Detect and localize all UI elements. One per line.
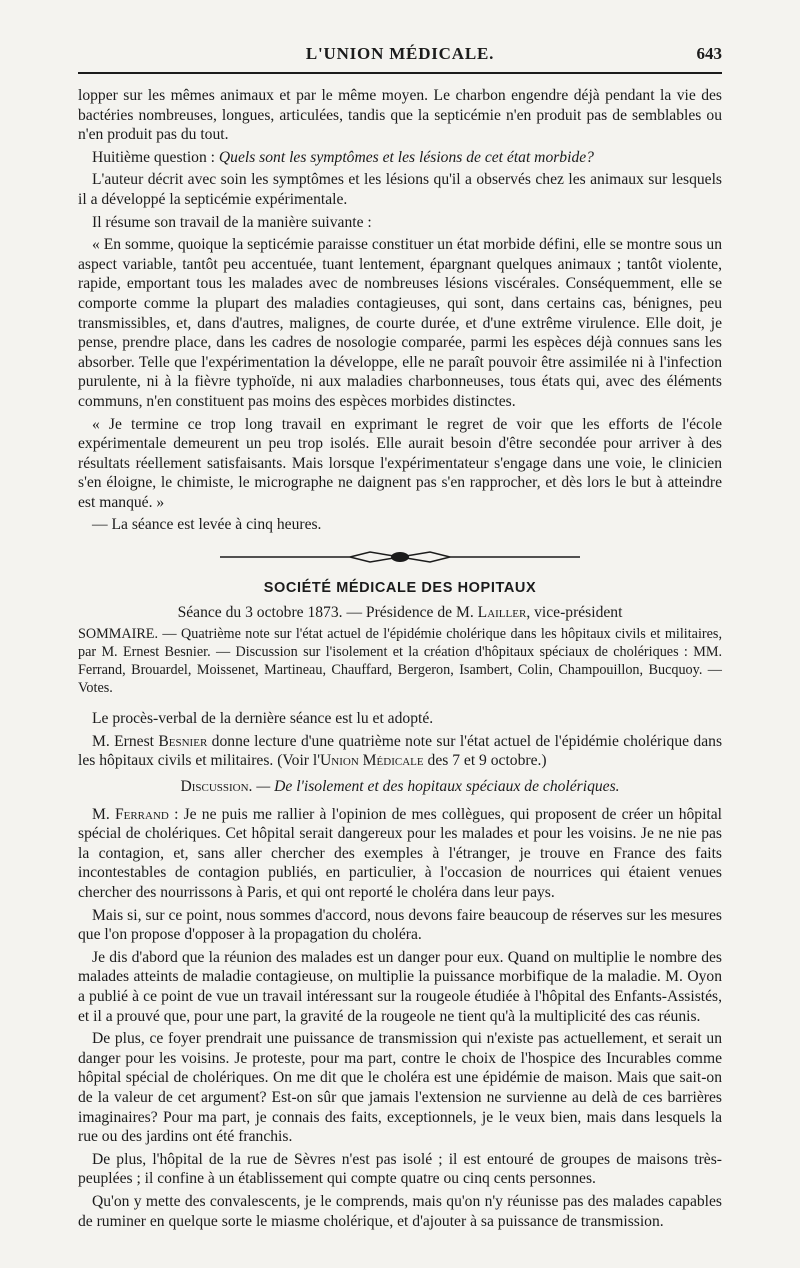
sommaire [78, 625, 722, 697]
sommaire-text: — Quatrième note sur l'état actuel de l'épidémie cholérique dans les hôpitaux civils et militaires, par M. Ernest Besnier. — Discussion sur l'isolement et la création d'hôpitaux spéciaux de cholériques : MM. Ferrand, Brouardel, Moissenet, Martineau, Chauffard, Bergeron, Isambert, Colin, Champouillon, Bucquoy. — Votes. [78, 626, 722, 697]
ornament-divider [220, 549, 580, 565]
paragraph: L'auteur décrit avec soin les symptômes et les lésions qu'il a observés chez les animaux sur lesquels il a développé la septicémie expérimentale. [78, 171, 722, 208]
paragraph: « En somme, quoique la septicémie paraisse constituer un état morbide défini, elle se montre sous un aspect variable, tantôt peu accentuée, tuant lentement, épargnant quelques animaux ; tantôt violente, rapide, emportant tous les malades avec de nombreuses lésions viscérales. Conséquemment, elle se comporte comme la plupart des maladies contagieuses, qui sont, dans certains cas, bénignes, peu transmissibles, et, dans d'autres, malignes, de courte durée, et d'une extrême virulence. Elle doit, je pense, prendre place, dans les cadres de nosologie comparée, parmi les espèces déjà connues sans les absorber. Telle que l'expérimentation la développe, elle ne paraît pouvoir être assimilée ni à l'infection purulente, ni à la fièvre typhoïde, ni aux maladies charbonneuses, tous états qui, avec des éléments communs, n'en constituent pas moins des espèces morbides distinctes. [78, 236, 722, 410]
paragraph: Mais si, sur ce point, nous sommes d'accord, nous devons faire beaucoup de réserves sur les mesures que l'on propose d'opposer à la propagation du choléra. [78, 906, 722, 944]
question-paragraph [78, 148, 722, 168]
speaker-name: M. Ferrand [92, 805, 169, 823]
body-text [78, 86, 722, 1234]
discussion-label: Discussion. [180, 778, 253, 796]
paragraph: Je dis d'abord que la réunion des malades est un danger pour eux. Quand on multiplie le nombre des malades atteints de maladie contagieuse, on multiplie la puissance morbifique de la maladie. M. Oyon a publié à ce point de vue un travail intéressant sur la rougeole étudiée à l'hôpital des Enfants-Assistés, et il a prouvé que, pour une part, la gravité de la rougeole ne tient qu'à la multiplicité des cas réunis. [78, 948, 722, 1025]
header-rule [78, 72, 722, 74]
paragraph: Qu'on y mette des convalescents, je le comprends, mais qu'on n'y réunisse pas des malades capables de ruminer en quelque sorte le miasme cholérique, et d'ajouter à sa puissance de transmission. [78, 1192, 722, 1230]
paragraph: De plus, l'hôpital de la rue de Sèvres n'est pas isolé ; il est entouré de groupes de maisons très-peuplées ; il confine à un établissement qui compte quatre ou cinq cents personnes. [78, 1150, 722, 1188]
besnier-name: Besnier [158, 732, 208, 750]
paragraph: De plus, ce foyer prendrait une puissance de transmission qui n'existe pas actuellement, et serait un danger pour les voisins. Je proteste, pour ma part, contre le choix de l'hospice des Incurables comme hôpital spécial de cholériques. On me dit que le choléra est une épidémie de maison. Mais que sait-on de la valeur de cet argument? Est-on sûr que jamais l'extension ne survienne au delà de ces barrières imaginaires? Pour ma part, je connais des faits, exceptionnels, je le veux bien, mais dans lesquels la rue ou des jardins ont été franchis. [78, 1030, 722, 1146]
ferrand-opening: M. Ferrand : Je ne puis me rallier à l'opinion de mes collègues, qui proposent de créer un hôpital spécial de cholériques. Cet hôpital serait dangereux pour les malades et pour les voisins. Je ne nie pas la contagion, et, sans aller chercher des exemples à l'étranger, je trouve en France des faits incontestables de contagion publiés, en particulier, à l'occasion de nourrices qui étaient venues chercher des nourrissons à Paris, et qui ont reporté le choléra dans leur pays. [78, 805, 723, 901]
discussion-heading [78, 777, 722, 797]
section-title: SOCIÉTÉ MÉDICALE DES HOPITAUX [263, 580, 537, 597]
running-title: L'UNION MÉDICALE. [305, 44, 495, 63]
page-number: 643 [696, 44, 722, 63]
discussion-title: — De l'isolement et des hopitaux spéciaux de cholériques. [256, 778, 620, 796]
paragraph: — La séance est levée à cinq heures. [92, 516, 322, 534]
journal-name: Union Médicale [320, 752, 424, 770]
minutes: Le procès-verbal de la dernière séance est lu et adopté. [92, 710, 434, 728]
besnier-paragraph: M. Ernest Besnier donne lecture d'une quatrième note sur l'état actuel de l'épidémie cholérique dans les hôpitaux civils et militaires. (Voir l'Union Médicale des 7 et 9 octobre.) [78, 732, 723, 770]
paragraph: Il résume son travail de la manière suivante : [92, 213, 372, 231]
paragraph: « Je termine ce trop long travail en exprimant le regret de voir que les efforts de l'école expérimentale demeurent un peu trop isolés. Elle aurait besoin d'être secondée pour arriver à des résultats réellement satisfaisants. Mais lorsque l'expérimentateur s'engage dans une voie, le clinicien s'en éloigne, le chimiste, le micrographe ne daignent pas s'en rapprocher, et dès lors le but à atteindre est manqué. » [78, 415, 722, 511]
question-label: Huitième question : [92, 148, 215, 166]
sommaire-label: SOMMAIRE. [78, 626, 159, 643]
president-name: Lailler [477, 603, 527, 621]
page-header [78, 44, 722, 68]
session-line: Séance du 3 octobre 1873. — Présidence de M. Lailler, vice-président [177, 603, 623, 621]
paragraph: lopper sur les mêmes animaux et par le même moyen. Le charbon engendre déjà pendant la vie des bactéries nombreuses, longues, articulées, tandis que la septicémie n'en produit pas de semblables ou n'en produit pas du tout. [78, 87, 722, 144]
question-text: Quels sont les symptômes et les lésions de cet état morbide? [218, 148, 594, 166]
